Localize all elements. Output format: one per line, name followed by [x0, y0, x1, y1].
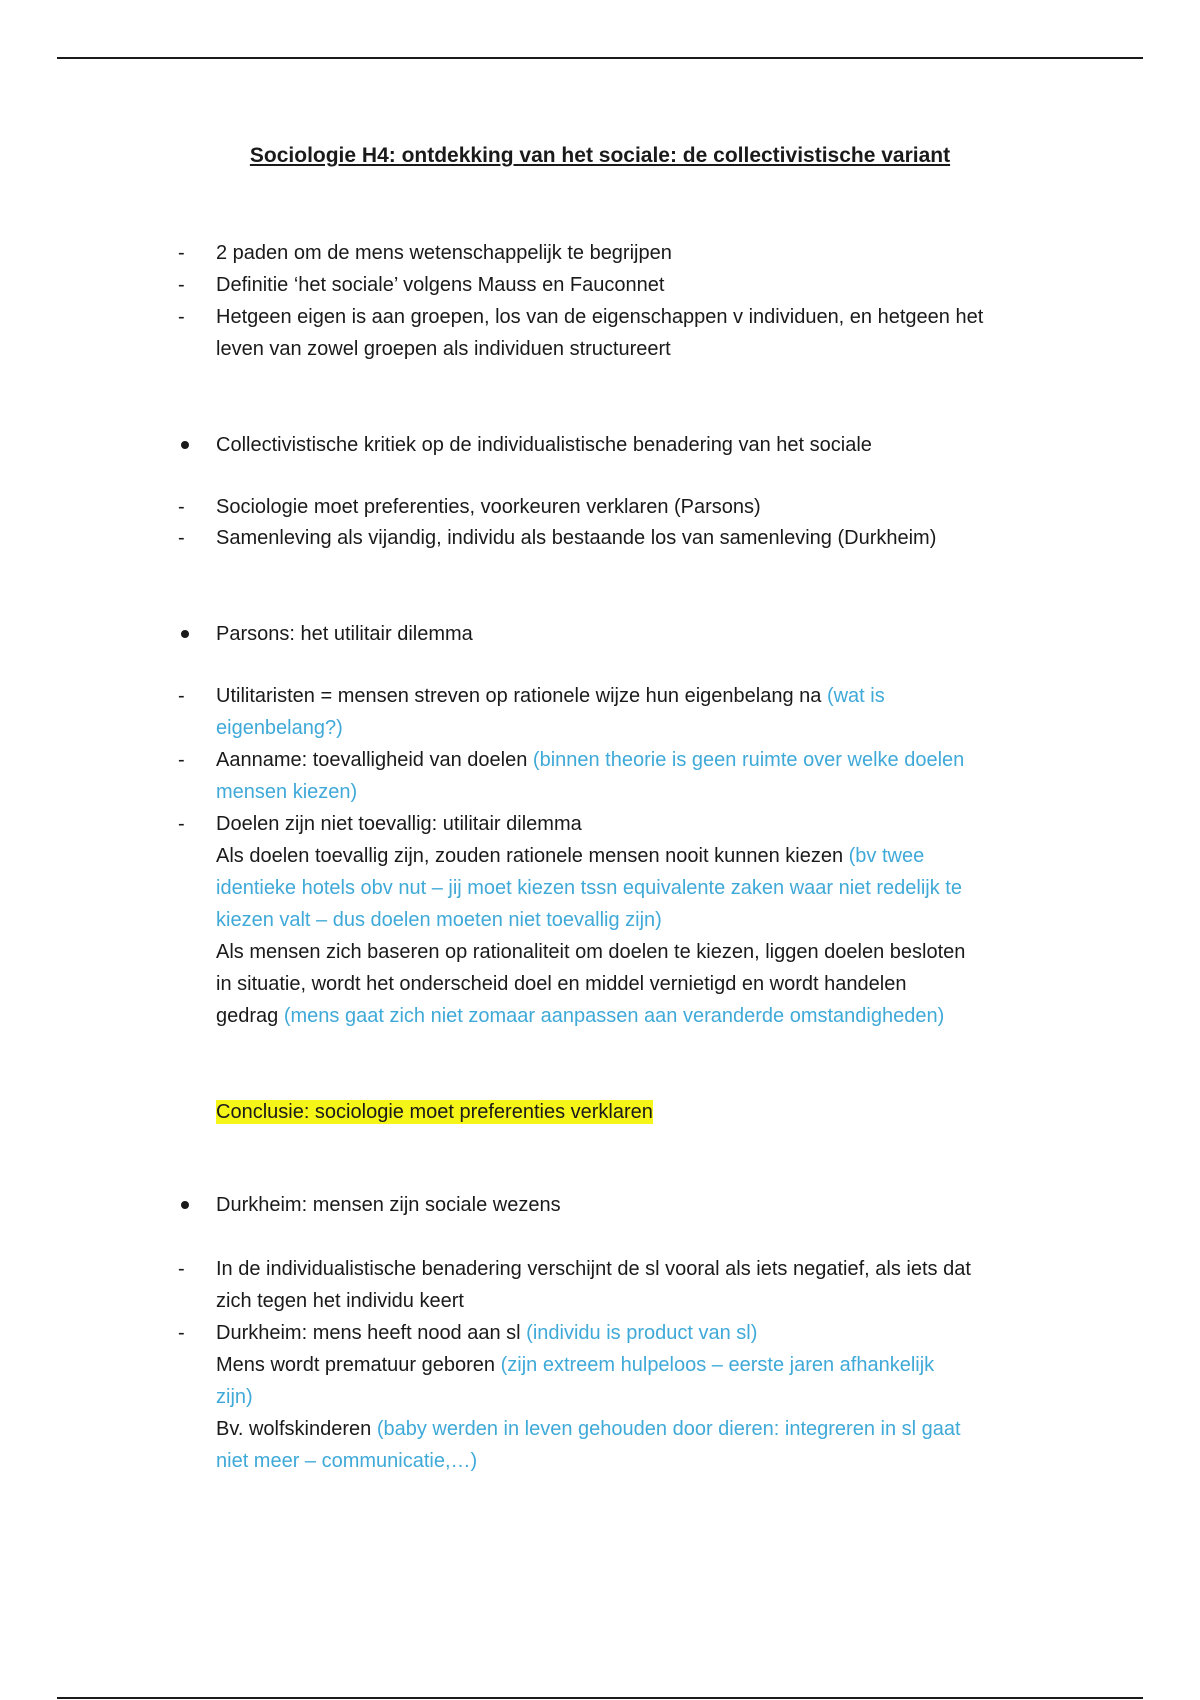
- dash-marker: -: [178, 685, 185, 707]
- dash-marker: -: [178, 242, 185, 264]
- conclusion: [216, 1096, 1076, 1128]
- bullet2-line-3: Aanname: toevalligheid van doelen (binnen theorie is geen ruimte over welke doelen: [216, 749, 965, 771]
- bullet3-line-1: In de individualistische benadering verschijnt de sl vooral als iets negatief, als iets dat: [216, 1258, 971, 1280]
- bullet3-line-7: niet meer – communicatie,…): [216, 1450, 478, 1472]
- dash-marker: -: [178, 527, 185, 549]
- bullet2-line-5: Doelen zijn niet toevallig: utilitair dilemma: [216, 813, 582, 835]
- page-title: Sociologie H4: ontdekking van het sociale: de collectivistische variant: [249, 144, 951, 167]
- dash-marker: -: [178, 1322, 185, 1344]
- bullet-icon: [181, 1201, 189, 1209]
- intro-line-1: 2 paden om de mens wetenschappelijk te begrijpen: [216, 242, 672, 264]
- bullet-icon: [181, 630, 189, 638]
- bullet2-line-10: in situatie, wordt het onderscheid doel en middel vernietigd en wordt handelen: [216, 973, 907, 995]
- bullet2-line-7: identieke hotels obv nut – jij moet kiezen tssn equivalente zaken waar niet redelijk te: [216, 877, 962, 899]
- conclusion-highlight: Conclusie: sociologie moet preferenties verklaren: [216, 1101, 653, 1123]
- header-rule: [57, 57, 1143, 59]
- intro-line-4: leven van zowel groepen als individuen structureert: [216, 338, 671, 360]
- footer-rule: [57, 1697, 1143, 1699]
- bullet1-item-2: Samenleving als vijandig, individu als bestaande los van samenleving (Durkheim): [216, 527, 937, 549]
- dash-marker: -: [178, 306, 185, 328]
- bullet3-line-3: Durkheim: mens heeft nood aan sl (individu is product van sl): [216, 1322, 758, 1344]
- bullet1-item-1: Sociologie moet preferenties, voorkeuren verklaren (Parsons): [216, 496, 761, 518]
- dash-marker: -: [178, 496, 185, 518]
- bullet3-line-6: Bv. wolfskinderen (baby werden in leven gehouden door dieren: integreren in sl gaat: [216, 1418, 961, 1440]
- bullet2-line-2: eigenbelang?): [216, 717, 343, 739]
- dash-marker: -: [178, 813, 185, 835]
- bullet2-heading: Parsons: het utilitair dilemma: [216, 623, 473, 645]
- bullet3-line-5: zijn): [216, 1386, 253, 1408]
- bullet2-line-1: Utilitaristen = mensen streven op rationele wijze hun eigenbelang na (wat is: [216, 685, 885, 707]
- intro-line-2: Definitie ‘het sociale’ volgens Mauss en Fauconnet: [216, 274, 665, 296]
- dash-marker: -: [178, 1258, 185, 1280]
- bullet2-line-8: kiezen valt – dus doelen moeten niet toevallig zijn): [216, 909, 662, 931]
- dash-marker: -: [178, 749, 185, 771]
- bullet3-line-2: zich tegen het individu keert: [216, 1290, 464, 1312]
- bullet3-line-4: Mens wordt prematuur geboren (zijn extreem hulpeloos – eerste jaren afhankelijk: [216, 1354, 935, 1376]
- bullet1-heading: Collectivistische kritiek op de individualistische benadering van het sociale: [216, 434, 872, 456]
- bullet2-line-4: mensen kiezen): [216, 781, 358, 803]
- bullet2-line-11: gedrag (mens gaat zich niet zomaar aanpassen aan veranderde omstandigheden): [216, 1005, 945, 1027]
- bullet2-line-6: Als doelen toevallig zijn, zouden rationele mensen nooit kunnen kiezen (bv twee: [216, 845, 925, 867]
- bullet3-heading: Durkheim: mensen zijn sociale wezens: [216, 1194, 561, 1216]
- bullet-icon: [181, 441, 189, 449]
- intro-line-3: Hetgeen eigen is aan groepen, los van de eigenschappen v individuen, en hetgeen het: [216, 306, 984, 328]
- bullet2-line-9: Als mensen zich baseren op rationaliteit om doelen te kiezen, liggen doelen besloten: [216, 941, 966, 963]
- dash-marker: -: [178, 274, 185, 296]
